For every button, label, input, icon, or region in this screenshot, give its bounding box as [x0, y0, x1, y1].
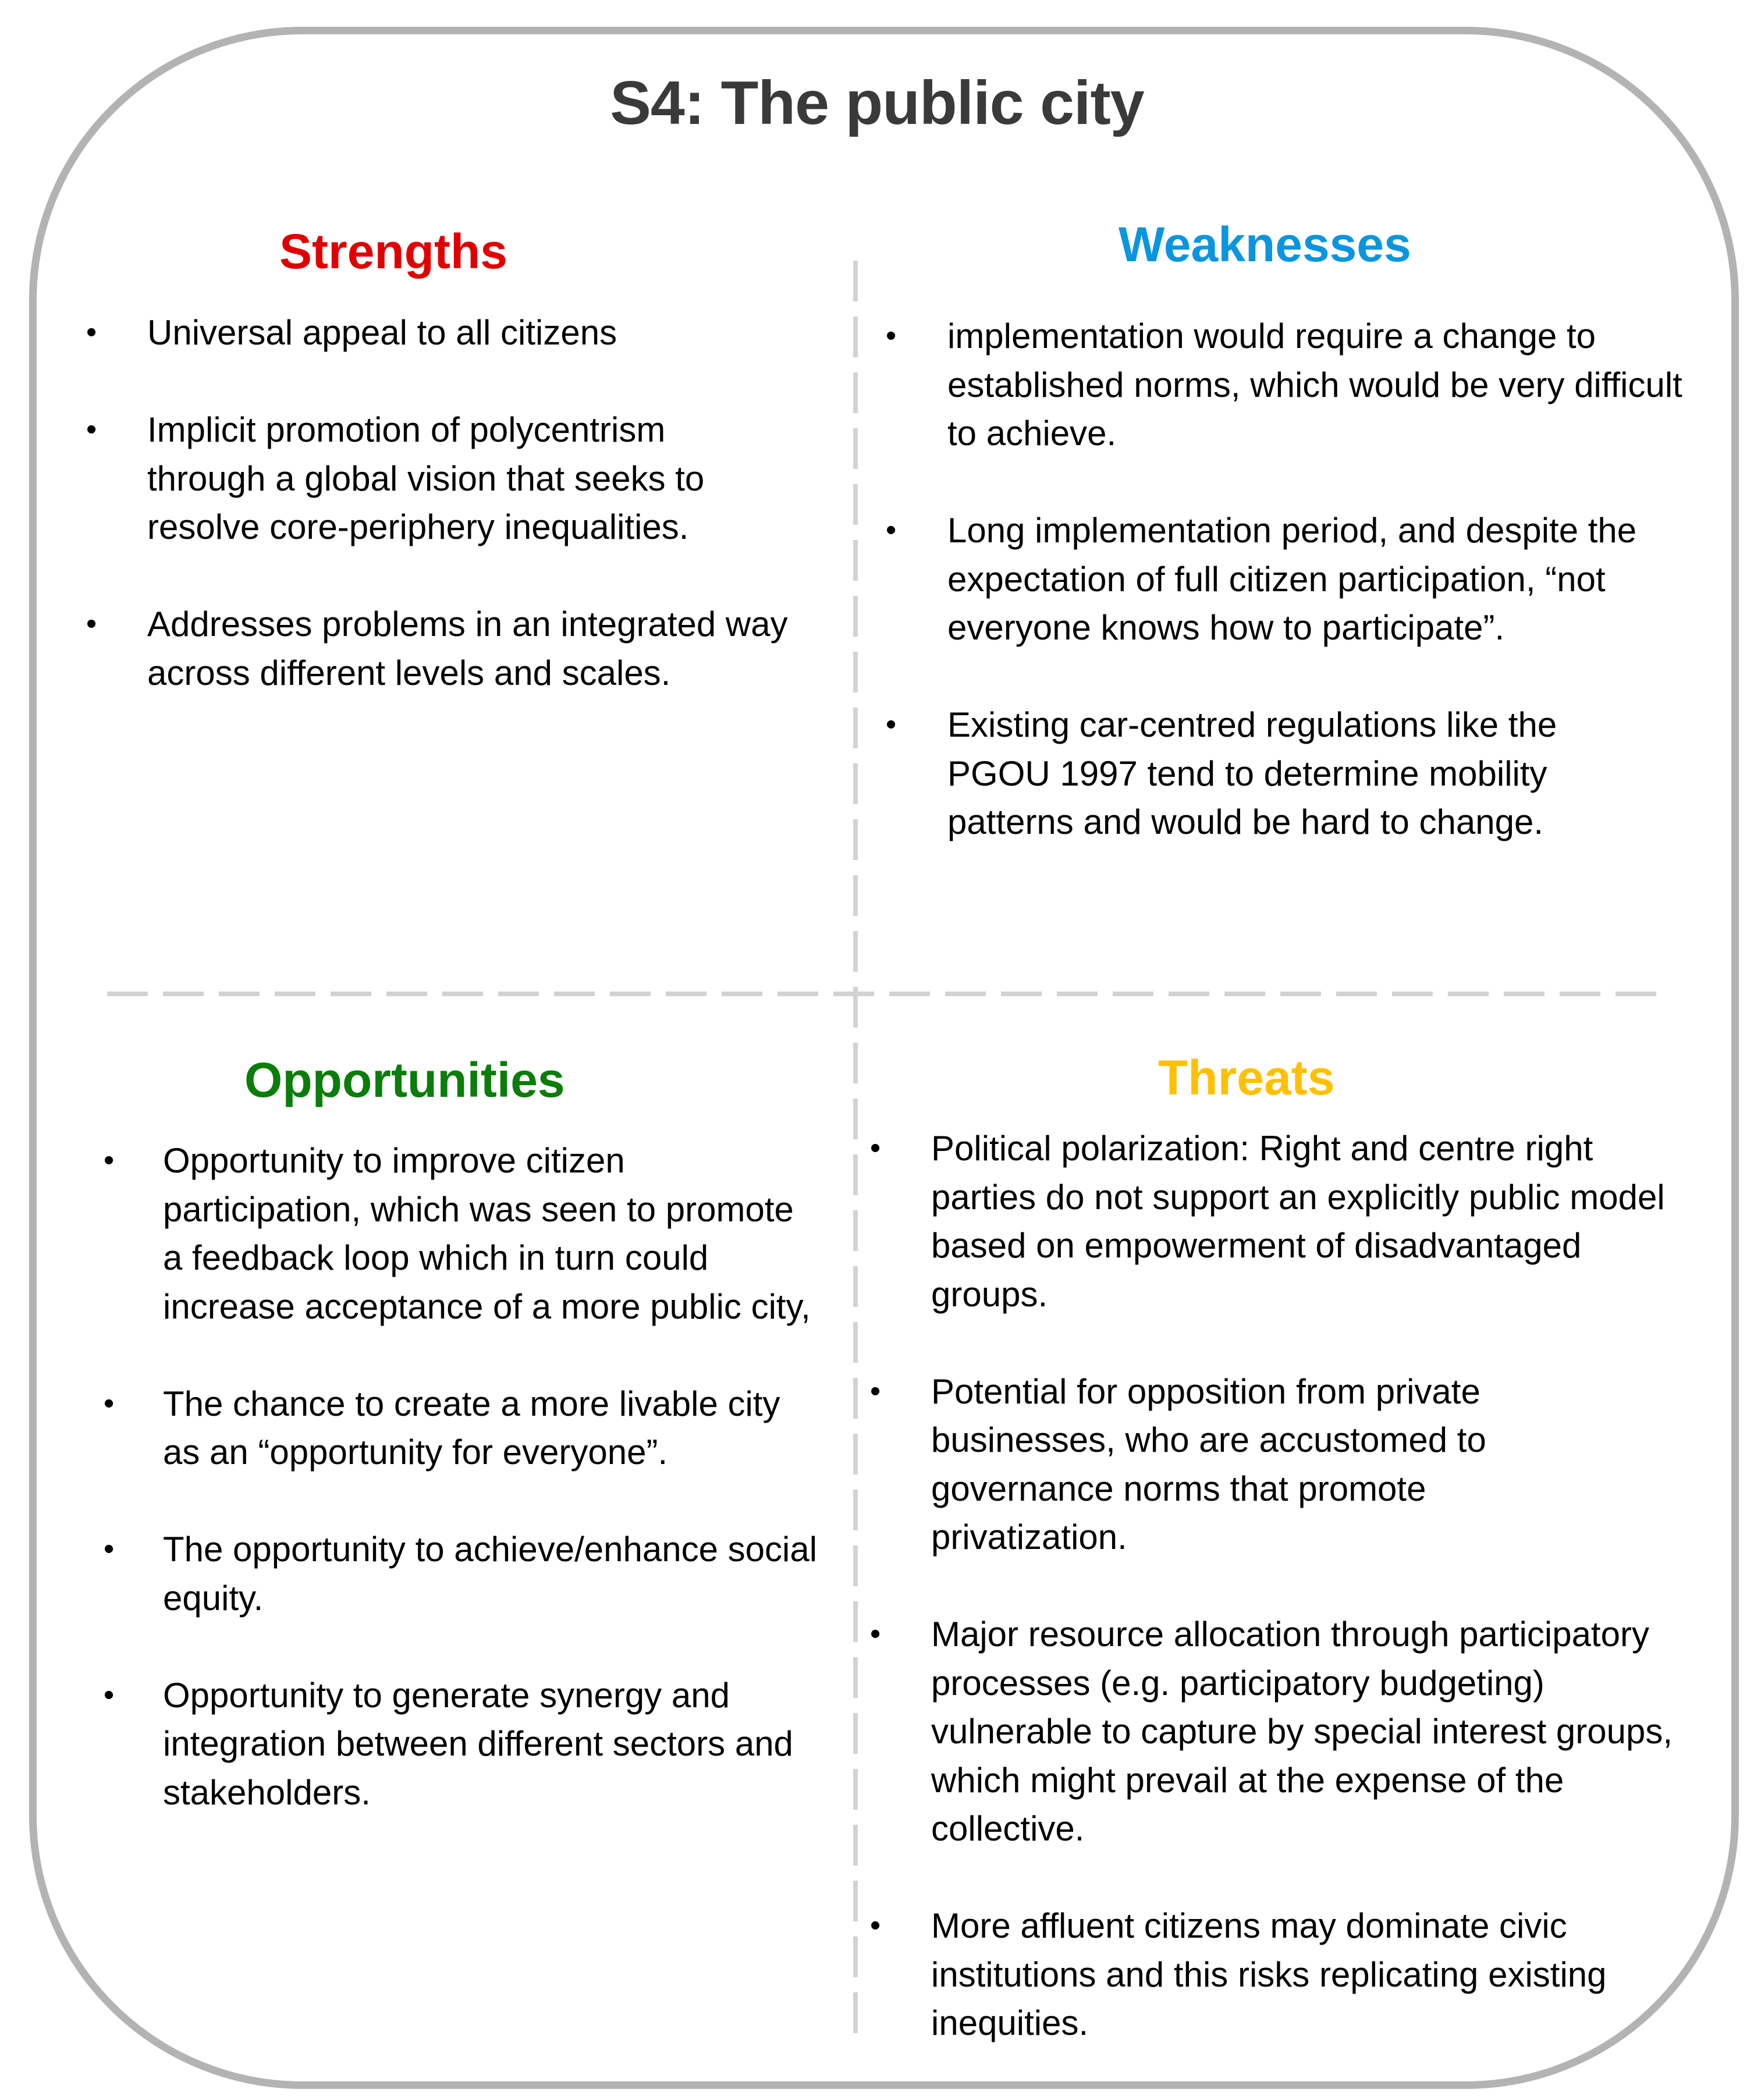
- bullet-icon: •: [886, 513, 897, 547]
- threat-text: Major resource allocation through participatory processes (e.g. participatory budgeting) vulnerable to capture by special interest groups, which might prevail at the expense of the collective.: [931, 1615, 1673, 1848]
- bullet-icon: •: [104, 1532, 115, 1566]
- opportunity-text: Opportunity to generate synergy and integration between different sectors and stakeholders.: [163, 1675, 793, 1812]
- weakness-text: implementation would require a change to established norms, which would be very difficult to achieve.: [947, 317, 1682, 453]
- vertical-dashed-divider: [853, 261, 858, 2035]
- bullet-icon: •: [104, 1386, 115, 1420]
- opportunity-text: The chance to create a more livable city as an “opportunity for everyone”.: [163, 1384, 780, 1472]
- list-item: [86, 308, 837, 357]
- bullet-icon: •: [86, 607, 97, 641]
- bullet-icon: •: [104, 1143, 115, 1177]
- bullet-icon: •: [86, 315, 97, 349]
- list-item: [886, 701, 1700, 847]
- weaknesses-heading: Weaknesses: [1119, 217, 1411, 272]
- opportunity-text: The opportunity to achieve/enhance social equity.: [163, 1530, 818, 1618]
- weakness-text: Existing car-centred regulations like the PGOU 1997 tend to determine mobility patterns and would be hard to change.: [947, 705, 1557, 841]
- bullet-icon: •: [886, 708, 897, 741]
- opportunity-text: Opportunity to improve citizen participation, which was seen to promote a feedback loop which in turn could increase acceptance of a more public city,: [163, 1141, 811, 1326]
- page-title: S4: The public city: [610, 69, 1144, 137]
- threats-list: [870, 1124, 1702, 2048]
- opportunities-list: [104, 1136, 837, 1817]
- strengths-list: [86, 308, 837, 697]
- strength-text: Addresses problems in an integrated way across different levels and scales.: [147, 605, 788, 692]
- weakness-text: Long implementation period, and despite the expectation of full citizen participation, “not everyone knows how to participate”.: [947, 511, 1637, 647]
- strength-text: Implicit promotion of polycentrism through a global vision that seeks to resolve core-periphery inequalities.: [147, 410, 705, 546]
- strengths-heading: Strengths: [279, 224, 508, 279]
- list-item: [86, 600, 837, 697]
- threat-text: Potential for opposition from private businesses, who are accustomed to governance norms that promote privatization.: [931, 1371, 1486, 1557]
- strength-text: Universal appeal to all citizens: [147, 313, 617, 352]
- horizontal-dashed-divider: [107, 992, 1659, 996]
- bullet-icon: •: [886, 319, 897, 353]
- threats-heading: Threats: [1158, 1050, 1335, 1105]
- list-item: [870, 1610, 1702, 1853]
- list-item: [104, 1380, 837, 1477]
- bullet-icon: •: [870, 1374, 881, 1408]
- list-item: [870, 1902, 1702, 2048]
- list-item: [104, 1136, 837, 1331]
- bullet-icon: •: [870, 1131, 881, 1165]
- list-item: [870, 1367, 1702, 1562]
- bullet-icon: •: [870, 1617, 881, 1651]
- list-item: [104, 1525, 837, 1622]
- bullet-icon: •: [870, 1909, 881, 1942]
- list-item: [104, 1671, 837, 1817]
- bullet-icon: •: [104, 1678, 115, 1712]
- list-item: [886, 506, 1700, 652]
- weaknesses-list: [886, 312, 1700, 847]
- threat-text: More affluent citizens may dominate civic institutions and this risks replicating existing inequities.: [931, 1906, 1607, 2042]
- list-item: [870, 1124, 1702, 1319]
- list-item: [886, 312, 1700, 458]
- bullet-icon: •: [86, 413, 97, 446]
- threat-text: Political polarization: Right and centre right parties do not support an explicitly public model based on empowerment of disadvantaged groups.: [931, 1129, 1665, 1314]
- list-item: [86, 406, 837, 552]
- opportunities-heading: Opportunities: [244, 1053, 565, 1107]
